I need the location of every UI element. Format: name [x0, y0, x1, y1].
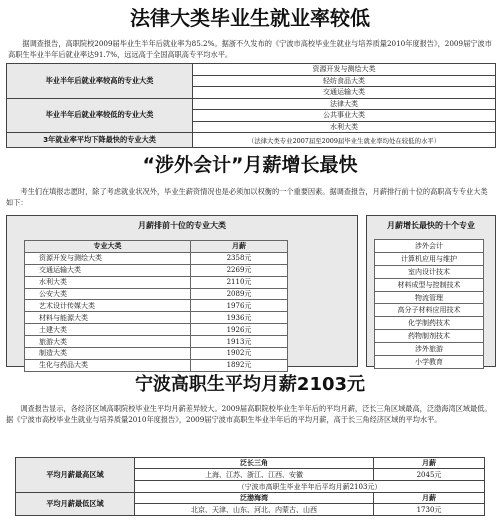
table-cell: 1892元	[191, 359, 288, 371]
table-row	[375, 304, 484, 317]
section1-paragraph: 据调查报告，高职院校2009届毕业生半年后就业率为85.2%。据浙不久发布的《宁波市高校毕业生就业与培养质量2010年度报告》，2009届宁波市高职生毕业半年后就业率达91.7%，远远高于全国高职高专平均水平。	[8, 39, 492, 59]
table-row	[25, 348, 288, 360]
employment-rate-table	[6, 63, 496, 148]
table-cell: 2110元	[191, 276, 288, 288]
salary-cell: 2045元	[374, 469, 485, 481]
table-cell: 2089元	[191, 288, 288, 300]
salary-top10-table	[24, 240, 288, 372]
column-header: 月薪	[191, 241, 288, 253]
table-cell: 交通运输大类	[25, 264, 191, 276]
table-cell: 制造大类	[25, 348, 191, 360]
table-cell: 交通运输大类	[193, 87, 496, 99]
table-cell: （法律大类专业2007届至2009届毕业生就业率均处在较低的水平）	[193, 133, 496, 148]
category-cell: 毕业半年后就业率较高的专业大类	[7, 64, 193, 99]
table-cell: 涉外会计	[375, 240, 484, 253]
table-row	[7, 98, 496, 110]
table-row	[25, 324, 288, 336]
section3-title: 宁波高职生平均月薪2103元	[134, 374, 366, 395]
salary-header: 月薪	[374, 458, 485, 469]
table-row	[16, 458, 485, 469]
table-row	[375, 240, 484, 253]
table-cell: 1936元	[191, 312, 288, 324]
table-cell: 小学教育	[375, 356, 484, 369]
table-cell: 药物制剂技术	[375, 330, 484, 343]
section1-title: 法律大类毕业生就业率较低	[130, 6, 370, 30]
table-cell: 1913元	[191, 336, 288, 348]
table-row	[25, 359, 288, 371]
table-row	[25, 264, 288, 276]
table-row	[25, 312, 288, 324]
table-row	[375, 291, 484, 304]
table-cell: 计算机应用与维护	[375, 252, 484, 265]
table-cell: 2358元	[191, 252, 288, 264]
table-row	[25, 252, 288, 264]
table-row	[16, 493, 485, 504]
table-row	[375, 278, 484, 291]
note-cell: （宁波市高职生毕业半年后平均月薪2103元）	[135, 481, 485, 493]
salary-header: 月薪	[374, 493, 485, 504]
category-cell: 毕业半年后就业率较低的专业大类	[7, 98, 193, 133]
regional-salary-table	[15, 457, 485, 516]
table-cell: 艺术设计传媒大类	[25, 300, 191, 312]
table-row	[375, 317, 484, 330]
table-cell: 资源开发与测绘大类	[193, 64, 496, 76]
table-cell: 资源开发与测绘大类	[25, 252, 191, 264]
table-row	[25, 276, 288, 288]
table-row	[7, 133, 496, 148]
section3-paragraph: 调查报告显示，各经济区域高职院校毕业生平均月薪差异较大。2009届高职院校毕业生半年后的平均月薪，泛长三角区域最高，泛渤海湾区域最低。据《宁波市高校毕业生就业与培养质量2010年度报告》，2009届宁波市高职生毕业半年后的平均月薪，高于长三角经济区域的平均水平。	[6, 404, 492, 424]
table-row	[375, 330, 484, 343]
table-cell: 材料与能源大类	[25, 312, 191, 324]
table-row	[375, 265, 484, 278]
panel-header: 月薪排前十位的专业大类	[138, 221, 226, 230]
table-row	[375, 252, 484, 265]
table-row	[25, 336, 288, 348]
growth-top10-table	[374, 239, 484, 369]
table-cell: 1902元	[191, 348, 288, 360]
table-cell: 公共事业大类	[193, 110, 496, 122]
region-header: 泛渤海湾	[135, 493, 374, 504]
salary-cell: 1730元	[374, 504, 485, 516]
table-cell: 化学制药技术	[375, 317, 484, 330]
table-cell: 材料成型与控制技术	[375, 278, 484, 291]
region-header: 泛长三角	[135, 458, 374, 469]
column-header: 专业大类	[25, 241, 191, 253]
table-cell: 2269元	[191, 264, 288, 276]
table-cell: 高分子材料应用技术	[375, 304, 484, 317]
table-row	[25, 288, 288, 300]
table-cell: 土建大类	[25, 324, 191, 336]
table-cell: 公安大类	[25, 288, 191, 300]
category-cell: 平均月薪最低区域	[16, 493, 135, 516]
table-header-row	[25, 241, 288, 253]
table-cell: 涉外旅游	[375, 343, 484, 356]
table-cell: 生化与药品大类	[25, 359, 191, 371]
table-cell: 1926元	[191, 324, 288, 336]
table-cell: 水利大类	[193, 121, 496, 133]
table-cell: 法律大类	[193, 98, 496, 110]
provinces-cell: 上海、江苏、浙江、江西、安徽	[135, 469, 374, 481]
category-cell: 平均月薪最高区域	[16, 458, 135, 493]
table-cell: 室内设计技术	[375, 265, 484, 278]
section2-title: “涉外会计”月薪增长最快	[142, 154, 358, 176]
table-row	[375, 356, 484, 369]
table-cell: 物流管理	[375, 291, 484, 304]
provinces-cell: 北京、天津、山东、河北、内蒙古、山西	[135, 504, 374, 516]
table-row	[7, 64, 496, 76]
table-cell: 1976元	[191, 300, 288, 312]
table-row	[375, 343, 484, 356]
table-cell: 旅游大类	[25, 336, 191, 348]
section2-paragraph: 考生们在填报志愿时，除了考虑就业状况外，毕业生薪资情况也是必须加以权衡的一个重要因素。据调查报告，月薪排行前十位的高职高专专业大类如下：	[6, 187, 488, 207]
table-row	[25, 300, 288, 312]
panel-header: 月薪增长最快的十个专业	[387, 221, 475, 230]
table-cell: 轻纺食品大类	[193, 75, 496, 87]
table-cell: 水利大类	[25, 276, 191, 288]
category-cell: 3年就业率平均下降最快的专业大类	[7, 133, 193, 148]
